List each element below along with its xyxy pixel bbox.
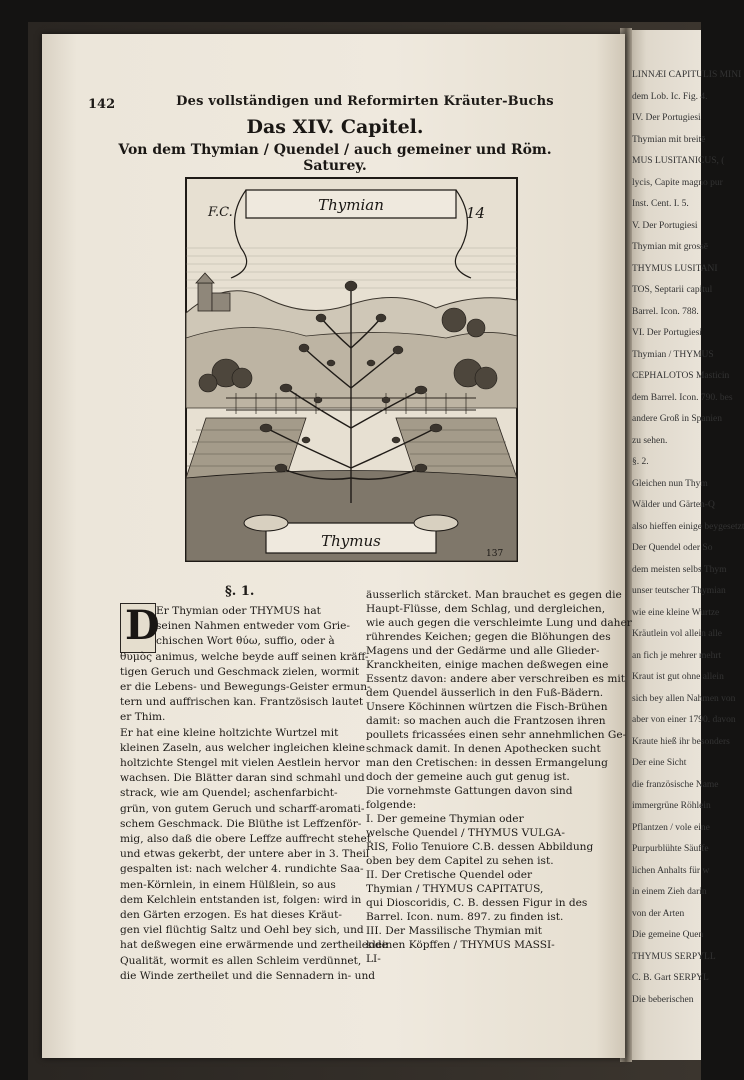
facing-page-line: lycis, Capite magno pur (632, 177, 723, 188)
plate-number: 14 (466, 204, 486, 222)
thyme-engraving (186, 178, 517, 561)
text-line: III. Der Massilische Thymian mit (366, 925, 543, 937)
text-line: mig, also daß die obere Leffze auffrecht stehet (120, 833, 372, 845)
text-line: Er hat eine kleine holtzichte Wurtzel mit (120, 726, 339, 739)
facing-page-line: Der Quendel oder So (632, 543, 713, 553)
page-number: 142 (88, 97, 116, 112)
facing-page-line: immergrüne Röhlein (632, 801, 711, 811)
facing-page-line: Der eine Sicht (632, 758, 687, 768)
facing-page-line: wie eine kleine Wurtze (632, 607, 720, 618)
text-line: man den Cretischen: in dessen Ermangelung (366, 757, 608, 769)
text-line: strack, wie am Quendel; aschenfarbicht- (120, 787, 338, 800)
decorated-initial (120, 602, 160, 653)
facing-page-line: TOS, Septarii capitul (632, 285, 713, 295)
text-line: welsche Quendel / THYMUS VULGA- (366, 827, 565, 839)
facing-page-line: aber von einer 1790. davon (632, 715, 736, 725)
text-line: I. Der gemeine Thymian oder (366, 813, 524, 825)
text-line: seinen Nahmen entweder vom Grie- (156, 620, 350, 633)
text-line: Essentz davon: andere aber verschreiben es mit (366, 673, 626, 685)
facing-page-line: Barrel. Icon. 788. (632, 306, 699, 317)
text-line: dem Quendel äusserlich in den Fuß-Bädern. (366, 687, 604, 699)
text-line: damit: so machen auch die Frantzosen ihren (366, 715, 606, 727)
facing-page-line: Die beberischen (632, 994, 694, 1005)
text-line: holtzichte Stengel mit vielen Aestlein hervor (120, 757, 360, 769)
text-line: schem Geschmack. Die Blüthe ist Leffzenför- (120, 817, 362, 830)
text-line: äusserlich stärcket. Man brauchet es gegen die (366, 589, 622, 601)
facing-page-line: dem meisten selbs Thym (632, 564, 727, 575)
text-line: grün, von gutem Geruch und scharff-aromati- (120, 802, 365, 815)
text-line: Magens und der Gedärme und alle Glieder- (366, 645, 600, 657)
facing-page (628, 30, 744, 1060)
facing-page-line: THYMUS LUSITANI (632, 263, 718, 274)
text-line: II. Der Cretische Quendel oder (366, 869, 533, 881)
facing-page-line: LINNÆI CAPITULIS MINI (632, 70, 742, 80)
facing-page-line: V. Der Portugiesi (632, 220, 698, 231)
facing-page-line: andere Groß in Spanien (632, 414, 722, 424)
facing-page-line: IV. Der Portugiesi (632, 113, 701, 123)
facing-page-line: in einem Zieh darin (632, 887, 707, 897)
text-line: kleinen Zaseln, aus welcher ingleichen kleine (120, 741, 366, 754)
facing-page-line: Thymian mit breitē (632, 134, 706, 145)
text-line: qui Dioscoridis, C. B. dessen Figur in des (366, 897, 588, 909)
text-line: RIS, Folio Tenuiore C.B. dessen Abbildung (366, 841, 594, 853)
text-line: gespalten ist: nach welcher 4. rundichte Saa- (120, 863, 364, 876)
facing-page-line: Purpurblühte Säuffe (632, 844, 709, 854)
facing-page-line: zu sehen. (632, 435, 668, 446)
text-line: Qualität, wormit es allen Schleim verdünnet, (120, 954, 362, 967)
text-line: und etwas gekerbt, der untere aber in 3. Theil (120, 848, 370, 861)
text-line: Barrel. Icon. num. 897. zu finden ist. (366, 911, 564, 923)
facing-page-line: an fich je mehrer mehrt (632, 650, 722, 661)
facing-page-line: Thymian mit grossē (632, 242, 708, 252)
facing-page-line: Thymian / THYMUS (632, 349, 714, 360)
facing-page-line: Kraute hieß ihr besonders (632, 736, 730, 747)
text-line: den Gärten erzogen. Es hat dieses Kräut- (120, 909, 342, 921)
text-line: dem Kelchlein entstanden ist, folgen: wird in (120, 893, 362, 906)
text-line: Er Thymian oder THYMUS hat (156, 605, 321, 617)
text-line: Haupt-Flüsse, dem Schlag, und dergleichen, (366, 603, 606, 615)
text-line: folgende: (366, 799, 417, 811)
text-line: tigen Geruch und Geschmack zielen, wormit (120, 665, 360, 678)
facing-page-line: Gleichen nun Thym (632, 478, 708, 489)
facing-page-line: Kraut ist gut ohne allein (632, 672, 724, 682)
facing-page-line: THYMUS SERPYLL (632, 951, 716, 962)
facing-page-line: CEPHALOTOS Masticin (632, 371, 730, 381)
chapter-title: Das XIV. Capitel. (246, 116, 424, 138)
text-line: er die Lebens- und Bewegungs-Geister ermun- (120, 681, 371, 693)
facing-page-line: dem Lob. Ic. Fig. 4. (632, 91, 708, 102)
facing-page-line: von der Arten (632, 908, 685, 919)
text-line: wie auch gegen die verschleimte Lung und daher (366, 617, 632, 629)
facing-page-line: §. 2. (632, 457, 649, 467)
facing-page-line: VI. Der Portugiesi (632, 328, 702, 338)
chapter-subtitle: Von dem Thymian / Quendel / auch gemeiner und Röm. Saturey. (118, 142, 552, 174)
text-line: chischen Wort θύω, suffio, oder à (156, 635, 335, 648)
text-line: Thymian / THYMUS CAPITATUS, (366, 883, 544, 895)
text-line: rührendes Keichen; gegen die Blöhungen des (366, 631, 611, 643)
facing-page-line: also hieffen einige beygesetzt (632, 521, 744, 532)
facing-page-line: Wälder und Gärten-Q (632, 500, 715, 510)
running-head: Des vollständigen und Reformirten Kräuter-Buchs (176, 94, 554, 109)
facing-page-line: sich bey allen Nahmen von (632, 693, 736, 704)
facing-page-line: unser teutscher Thymian (632, 586, 726, 596)
text-line: tern und auffrischen kan. Frantzösisch lautet (120, 696, 364, 709)
text-line: poullets fricassées einen sehr annehmlichen Ge- (366, 729, 627, 741)
facing-page-line: dem Barrel. Icon. 790. bes (632, 392, 733, 403)
text-line: men-Körnlein, in einem Hülßlein, so aus (120, 878, 336, 891)
facing-page-line: lichen Anhalts für w (632, 865, 710, 876)
facing-page-line: MUS LUSITANICUS, ( (632, 156, 725, 166)
facing-page-line: C. B. Gart SERPYL (632, 973, 709, 983)
text-line: schmack damit. In denen Apothecken sucht (366, 743, 601, 755)
text-line: LI- (366, 953, 381, 965)
plate-corner-mark: 137 (486, 549, 504, 559)
facing-page-line: Kräutlein vol allein alle (632, 629, 722, 639)
text-line: hat deßwegen eine erwärmende und zertheilende (120, 939, 388, 952)
facing-page-line: Pflantzen / vole eine (632, 822, 710, 833)
facing-page-line: Die gemeine Quen (632, 930, 704, 940)
facing-page-line: die französische Name (632, 779, 719, 790)
text-line: er Thim. (120, 711, 166, 724)
banner-bottom-text: Thymus (321, 532, 381, 550)
plate-initials: F.C. (208, 205, 233, 220)
facing-page-line: Inst. Cent. I. 5. (632, 199, 689, 209)
text-line: θυμὸς animus, welche beyde auff seinen kräff- (120, 650, 369, 663)
text-line: wachsen. Die Blätter daran sind schmahl und (120, 772, 365, 785)
banner-top-text: Thymian (318, 196, 384, 214)
text-line: oben bey dem Capitel zu sehen ist. (366, 855, 554, 867)
text-line: die Winde zertheilet und die Sennadern in- und (120, 969, 376, 982)
section-mark: §. 1. (225, 584, 255, 599)
text-line: Unsere Köchinnen würtzen die Fisch-Brühen (366, 701, 608, 713)
text-line: doch der gemeine auch gut genug ist. (366, 771, 570, 783)
text-line: Kranckheiten, einige machen deßwegen eine (366, 659, 609, 671)
text-line: gen viel flüchtig Saltz und Oehl bey sich, und (120, 924, 364, 937)
text-line: Die vornehmste Gattungen davon sind (366, 785, 573, 797)
text-line: kleinen Köpffen / THYMUS MASSI- (366, 939, 555, 951)
initial-letter: D (125, 602, 160, 649)
